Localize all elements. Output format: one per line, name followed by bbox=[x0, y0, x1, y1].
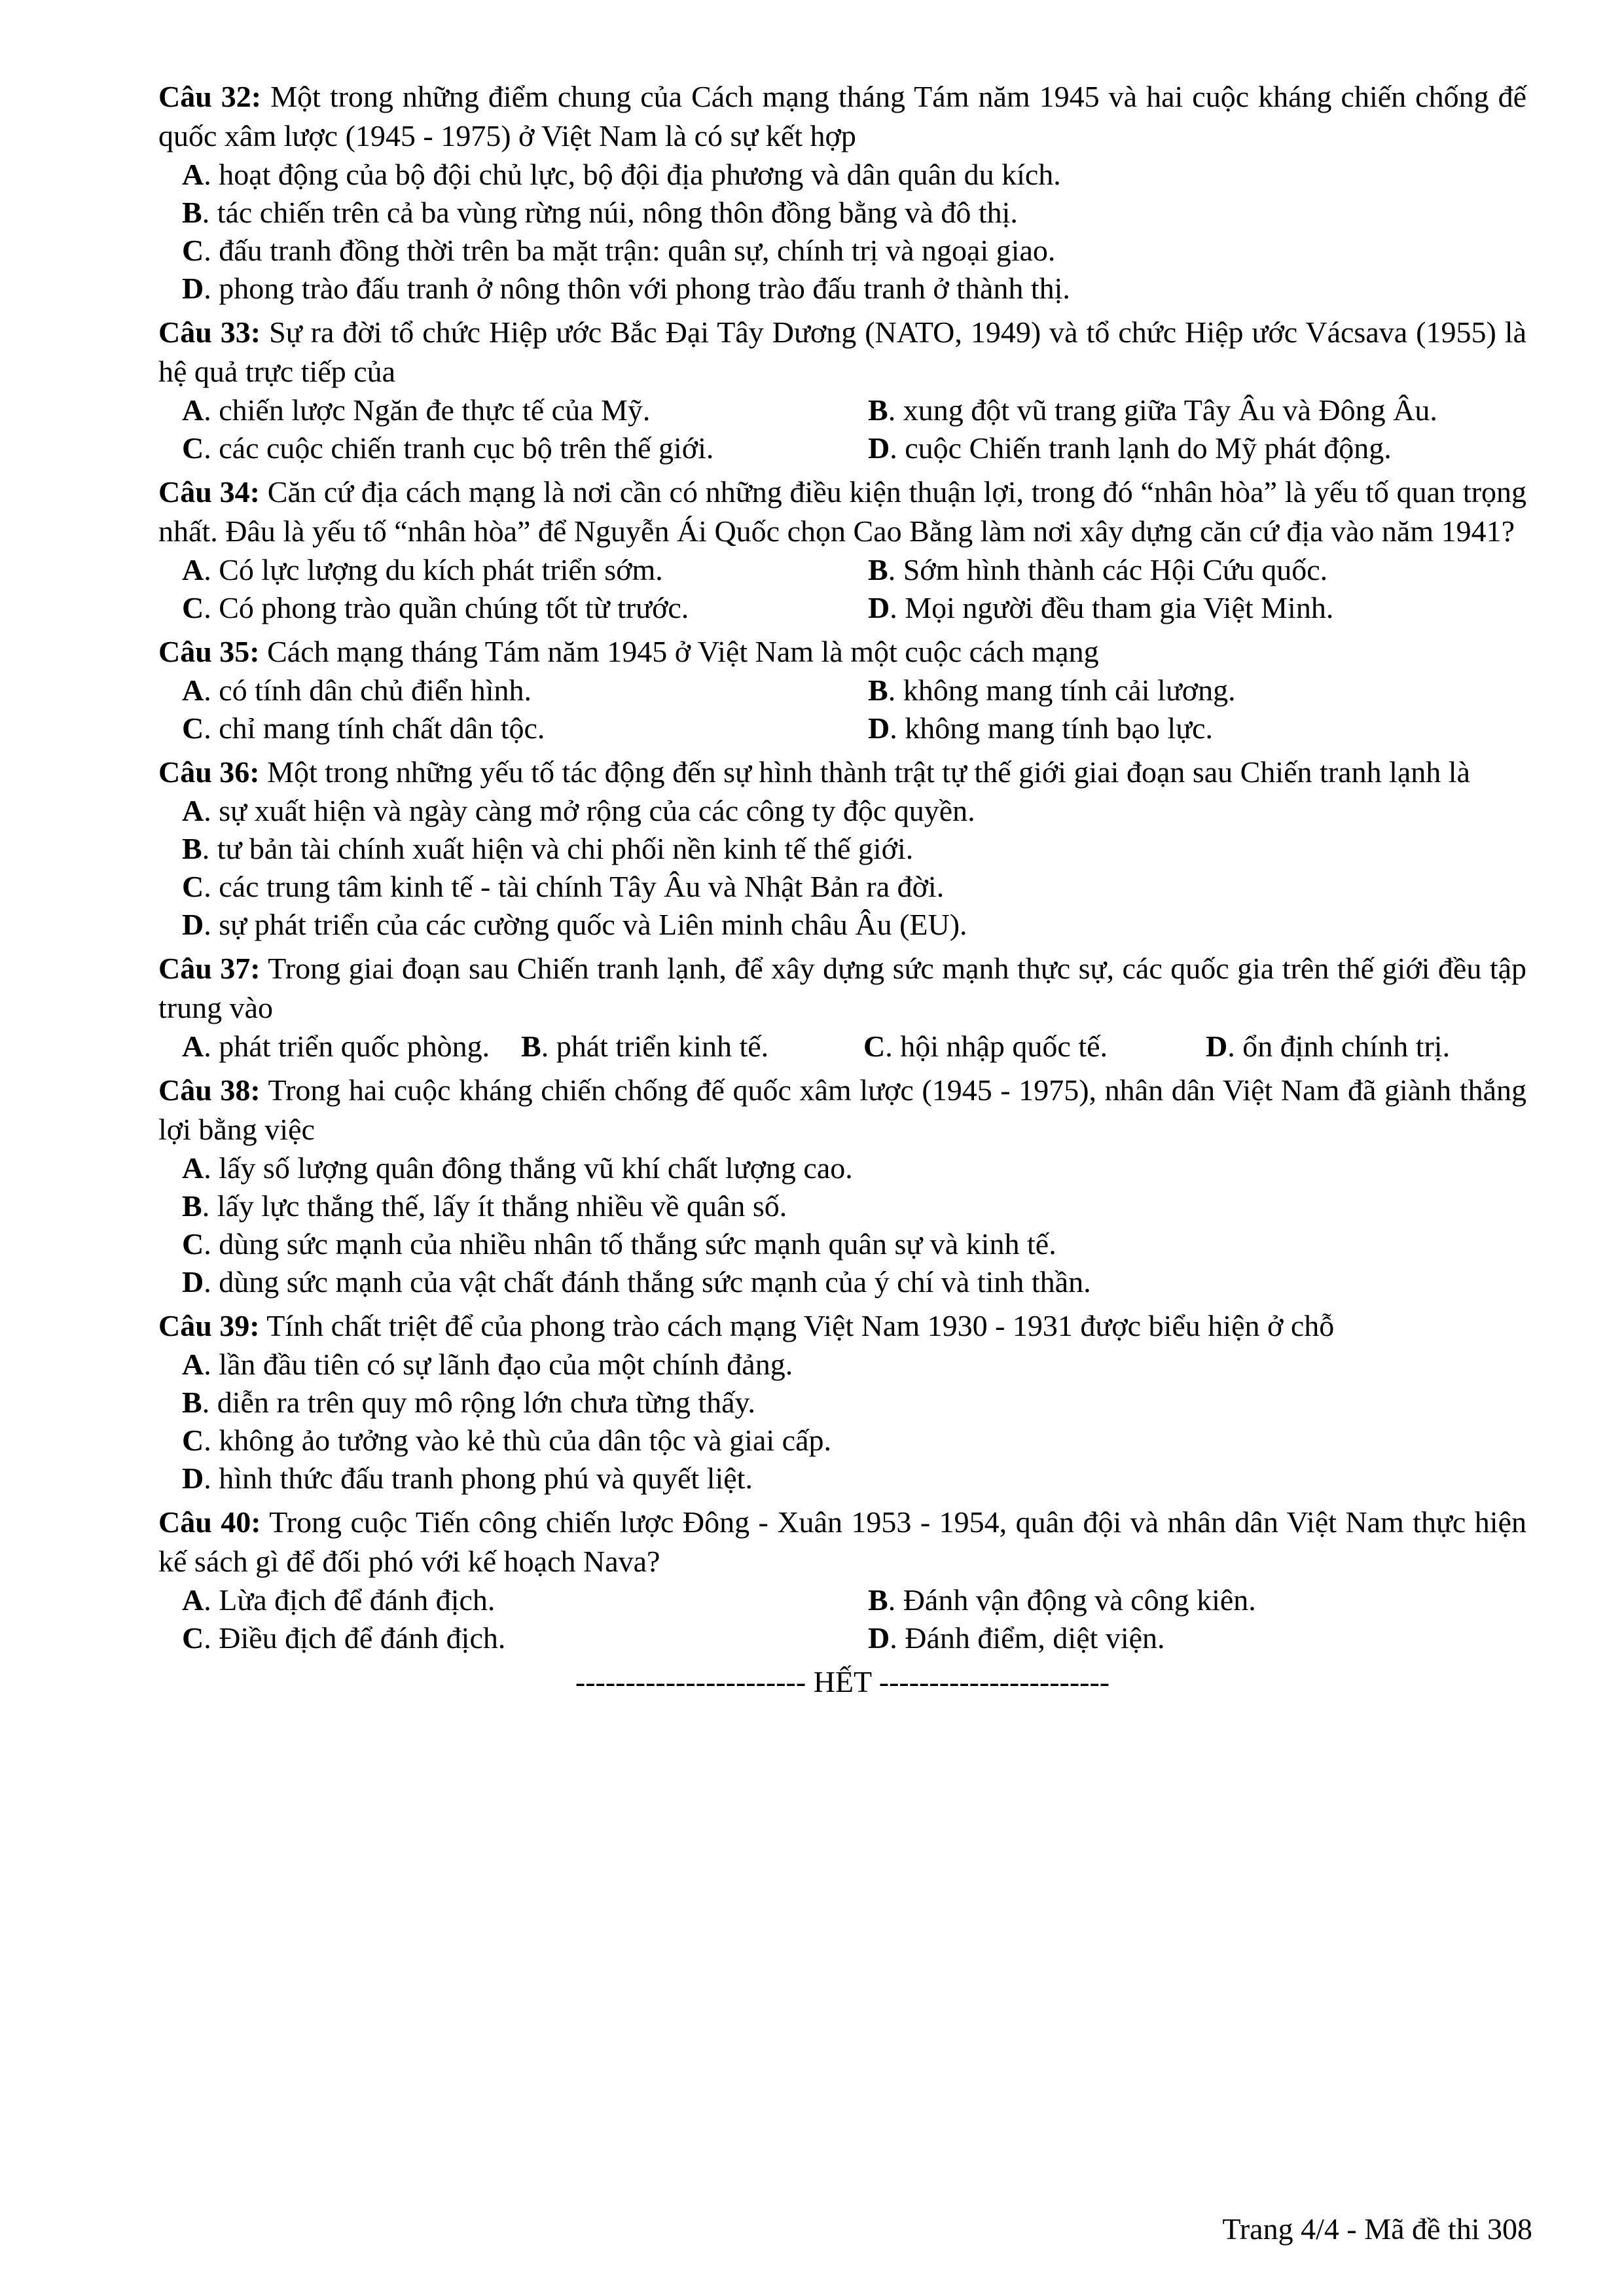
option-letter: A bbox=[182, 1151, 204, 1185]
answer-option-b bbox=[868, 672, 1550, 709]
question-block bbox=[158, 1306, 1526, 1498]
question-text bbox=[158, 1503, 1526, 1581]
option-text: . sự xuất hiện và ngày càng mở rộng của các công ty độc quyền. bbox=[204, 794, 975, 827]
answer-option-a bbox=[182, 1581, 868, 1619]
question-text bbox=[158, 1071, 1526, 1149]
option-text: . Có phong trào quần chúng tốt từ trước. bbox=[204, 591, 689, 624]
option-text: . phát triển quốc phòng. bbox=[204, 1030, 490, 1063]
answer-option-c bbox=[863, 1028, 1206, 1066]
option-letter: D bbox=[182, 1265, 204, 1299]
answer-option-d bbox=[158, 1460, 1526, 1498]
question-stem: Trong hai cuộc kháng chiến chống đế quốc xâm lược (1945 - 1975), nhân dân Việt Nam đã giành thắng lợi bằng việc bbox=[158, 1073, 1526, 1146]
answer-option-c bbox=[158, 868, 1526, 906]
option-text: . Lừa địch để đánh địch. bbox=[204, 1583, 496, 1617]
question-stem: Trong giai đoạn sau Chiến tranh lạnh, để xây dựng sức mạnh thực sự, các quốc gia trên thế giới đều tập trung vào bbox=[158, 952, 1527, 1024]
option-letter: A bbox=[182, 553, 204, 586]
option-letter: A bbox=[182, 1348, 204, 1381]
answer-option-d bbox=[868, 709, 1550, 747]
answer-options bbox=[158, 1028, 1526, 1066]
answer-option-c bbox=[182, 589, 868, 627]
question-stem: Căn cứ địa cách mạng là nơi cần có những điều kiện thuận lợi, trong đó “nhân hòa” là yếu tố quan trọng nhất. Đâu là yếu tố “nhân hòa” để Nguyễn Ái Quốc chọn Cao Bằng làm nơi xây dựng căn cứ địa vào năm 1941? bbox=[158, 475, 1527, 548]
option-text: . dùng sức mạnh của nhiều nhân tố thắng sức mạnh quân sự và kinh tế. bbox=[204, 1227, 1056, 1261]
option-text: . Có lực lượng du kích phát triển sớm. bbox=[204, 553, 663, 586]
option-text: . đấu tranh đồng thời trên ba mặt trận: quân sự, chính trị và ngoại giao. bbox=[204, 234, 1056, 267]
option-letter: B bbox=[182, 1386, 202, 1419]
option-letter: C bbox=[182, 1424, 204, 1457]
option-text: . Điều địch để đánh địch. bbox=[204, 1621, 506, 1655]
option-text: . tác chiến trên cả ba vùng rừng núi, nông thôn đồng bằng và đô thị. bbox=[202, 196, 1018, 229]
question-text bbox=[158, 753, 1526, 792]
option-text: . sự phát triển của các cường quốc và Liên minh châu Âu (EU). bbox=[204, 908, 967, 941]
answer-option-d bbox=[158, 1263, 1526, 1301]
question-label: Câu 37: bbox=[158, 952, 261, 985]
question-block bbox=[158, 753, 1526, 944]
option-text: . xung đột vũ trang giữa Tây Âu và Đông Âu. bbox=[888, 393, 1437, 427]
option-letter: B bbox=[182, 832, 202, 865]
question-text bbox=[158, 949, 1526, 1028]
option-letter: C bbox=[182, 870, 204, 903]
option-letter: C bbox=[863, 1030, 886, 1063]
option-letter: D bbox=[868, 711, 890, 745]
option-letter: C bbox=[182, 234, 204, 267]
answer-option-b bbox=[868, 551, 1550, 589]
answer-option-c bbox=[182, 709, 868, 747]
answer-option-b bbox=[521, 1028, 863, 1066]
option-letter: A bbox=[182, 393, 204, 427]
answer-options bbox=[158, 672, 1526, 747]
option-text: . không ảo tưởng vào kẻ thù của dân tộc và giai cấp. bbox=[204, 1424, 831, 1457]
answer-options bbox=[158, 1149, 1526, 1301]
question-stem: Một trong những điểm chung của Cách mạng tháng Tám năm 1945 và hai cuộc kháng chiến chống đế quốc xâm lược (1945 - 1975) ở Việt Nam là có sự kết hợp bbox=[158, 80, 1527, 152]
option-letter: B bbox=[868, 1583, 888, 1617]
question-label: Câu 34: bbox=[158, 475, 260, 509]
option-letter: D bbox=[868, 431, 890, 465]
option-text: . không mang tính bạo lực. bbox=[890, 711, 1214, 745]
question-label: Câu 32: bbox=[158, 80, 262, 113]
answer-option-c bbox=[158, 1422, 1526, 1460]
page-footer: Trang 4/4 - Mã đề thi 308 bbox=[1222, 2212, 1532, 2246]
answer-option-a bbox=[158, 156, 1526, 194]
exam-content bbox=[158, 77, 1526, 1702]
option-letter: A bbox=[182, 673, 204, 707]
option-letter: C bbox=[182, 591, 204, 624]
option-text: . tư bản tài chính xuất hiện và chi phối nền kinh tế thế giới. bbox=[202, 832, 914, 865]
option-text: . chỉ mang tính chất dân tộc. bbox=[204, 711, 545, 745]
question-label: Câu 36: bbox=[158, 755, 260, 789]
answer-option-a bbox=[182, 1028, 521, 1066]
answer-option-c bbox=[182, 429, 868, 467]
answer-option-b bbox=[158, 830, 1526, 868]
option-letter: D bbox=[868, 1621, 890, 1655]
question-text bbox=[158, 313, 1526, 391]
option-text: . lần đầu tiên có sự lãnh đạo của một chính đảng. bbox=[204, 1348, 793, 1381]
option-letter: C bbox=[182, 1621, 204, 1655]
option-letter: A bbox=[182, 794, 204, 827]
question-text bbox=[158, 473, 1526, 551]
question-text bbox=[158, 77, 1526, 156]
option-letter: D bbox=[1206, 1030, 1228, 1063]
answer-option-d bbox=[868, 589, 1550, 627]
answer-option-b bbox=[868, 391, 1550, 429]
question-label: Câu 33: bbox=[158, 315, 261, 349]
answer-option-c bbox=[158, 232, 1526, 270]
option-text: . lấy lực thắng thế, lấy ít thắng nhiều về quân số. bbox=[202, 1189, 787, 1223]
question-block bbox=[158, 473, 1526, 627]
answer-option-b bbox=[158, 1384, 1526, 1422]
option-letter: A bbox=[182, 158, 204, 191]
question-stem: Cách mạng tháng Tám năm 1945 ở Việt Nam là một cuộc cách mạng bbox=[267, 635, 1099, 668]
option-text: . Đánh vận động và công kiên. bbox=[888, 1583, 1256, 1617]
answer-option-d bbox=[158, 270, 1526, 308]
option-text: . hội nhập quốc tế. bbox=[885, 1030, 1108, 1063]
option-letter: B bbox=[521, 1030, 541, 1063]
answer-option-d bbox=[868, 1619, 1550, 1657]
option-letter: D bbox=[182, 908, 204, 941]
option-letter: A bbox=[182, 1583, 204, 1617]
answer-option-a bbox=[182, 551, 868, 589]
answer-option-c bbox=[158, 1225, 1526, 1263]
question-label: Câu 40: bbox=[158, 1505, 261, 1539]
answer-options bbox=[158, 156, 1526, 308]
question-block bbox=[158, 77, 1526, 308]
question-label: Câu 35: bbox=[158, 635, 260, 668]
option-text: . phong trào đấu tranh ở nông thôn với phong trào đấu tranh ở thành thị. bbox=[204, 272, 1070, 305]
answer-option-a bbox=[182, 672, 868, 709]
answer-option-d bbox=[1206, 1028, 1520, 1066]
option-letter: C bbox=[182, 431, 204, 465]
option-letter: C bbox=[182, 711, 204, 745]
option-text: . phát triển kinh tế. bbox=[541, 1030, 769, 1063]
option-letter: B bbox=[868, 673, 888, 707]
option-text: . hình thức đấu tranh phong phú và quyết liệt. bbox=[204, 1462, 753, 1495]
question-text bbox=[158, 632, 1526, 672]
answer-option-d bbox=[158, 906, 1526, 944]
option-text: . Sớm hình thành các Hội Cứu quốc. bbox=[888, 553, 1328, 586]
option-letter: D bbox=[182, 272, 204, 305]
option-text: . lấy số lượng quân đông thắng vũ khí chất lượng cao. bbox=[204, 1151, 853, 1185]
answer-option-a bbox=[158, 1149, 1526, 1187]
option-text: . Đánh điểm, diệt viện. bbox=[890, 1621, 1165, 1655]
option-text: . các cuộc chiến tranh cục bộ trên thế giới. bbox=[204, 431, 714, 465]
answer-options bbox=[158, 1346, 1526, 1498]
option-letter: C bbox=[182, 1227, 204, 1261]
option-text: . các trung tâm kinh tế - tài chính Tây Âu và Nhật Bản ra đời. bbox=[204, 870, 945, 903]
option-letter: B bbox=[868, 553, 888, 586]
question-block bbox=[158, 949, 1526, 1066]
question-block bbox=[158, 1503, 1526, 1657]
option-letter: B bbox=[182, 196, 202, 229]
question-block bbox=[158, 1071, 1526, 1301]
answer-options bbox=[158, 391, 1526, 467]
option-letter: D bbox=[182, 1462, 204, 1495]
question-stem: Trong cuộc Tiến công chiến lược Đông - Xuân 1953 - 1954, quân đội và nhân dân Việt Nam thực hiện kế sách gì để đối phó với kế hoạch Nava? bbox=[158, 1505, 1526, 1578]
option-text: . hoạt động của bộ đội chủ lực, bộ đội địa phương và dân quân du kích. bbox=[204, 158, 1061, 191]
answer-options bbox=[158, 1581, 1526, 1657]
option-text: . ổn định chính trị. bbox=[1227, 1030, 1451, 1063]
question-stem: Tính chất triệt để của phong trào cách mạng Việt Nam 1930 - 1931 được biểu hiện ở chỗ bbox=[266, 1309, 1335, 1342]
option-text: . chiến lược Ngăn đe thực tế của Mỹ. bbox=[204, 393, 651, 427]
answer-options bbox=[158, 792, 1526, 944]
question-stem: Sự ra đời tổ chức Hiệp ước Bắc Đại Tây Dương (NATO, 1949) và tổ chức Hiệp ước Vácsava (1955) là hệ quả trực tiếp của bbox=[158, 315, 1526, 388]
question-text bbox=[158, 1306, 1526, 1346]
option-text: . diễn ra trên quy mô rộng lớn chưa từng thấy. bbox=[202, 1386, 756, 1419]
option-text: . cuộc Chiến tranh lạnh do Mỹ phát động. bbox=[890, 431, 1392, 465]
option-letter: A bbox=[182, 1030, 204, 1063]
answer-option-d bbox=[868, 429, 1550, 467]
answer-option-a bbox=[158, 792, 1526, 830]
question-block bbox=[158, 313, 1526, 467]
option-text: . dùng sức mạnh của vật chất đánh thắng sức mạnh của ý chí và tinh thần. bbox=[204, 1265, 1091, 1299]
answer-option-b bbox=[868, 1581, 1550, 1619]
option-letter: B bbox=[868, 393, 888, 427]
answer-option-a bbox=[158, 1346, 1526, 1384]
question-label: Câu 39: bbox=[158, 1309, 260, 1342]
option-text: . có tính dân chủ điển hình. bbox=[204, 673, 532, 707]
answer-option-b bbox=[158, 1187, 1526, 1225]
answer-option-a bbox=[182, 391, 868, 429]
option-text: . không mang tính cải lương. bbox=[888, 673, 1236, 707]
option-text: . Mọi người đều tham gia Việt Minh. bbox=[890, 591, 1334, 624]
answer-option-b bbox=[158, 194, 1526, 232]
end-marker: ----------------------- HẾT ----------------------- bbox=[575, 1665, 1110, 1698]
question-block bbox=[158, 632, 1526, 747]
option-letter: D bbox=[868, 591, 890, 624]
answer-option-c bbox=[182, 1619, 868, 1657]
question-stem: Một trong những yếu tố tác động đến sự hình thành trật tự thế giới giai đoạn sau Chiến tranh lạnh là bbox=[267, 755, 1470, 789]
question-label: Câu 38: bbox=[158, 1073, 261, 1107]
option-letter: B bbox=[182, 1189, 202, 1223]
answer-options bbox=[158, 551, 1526, 627]
